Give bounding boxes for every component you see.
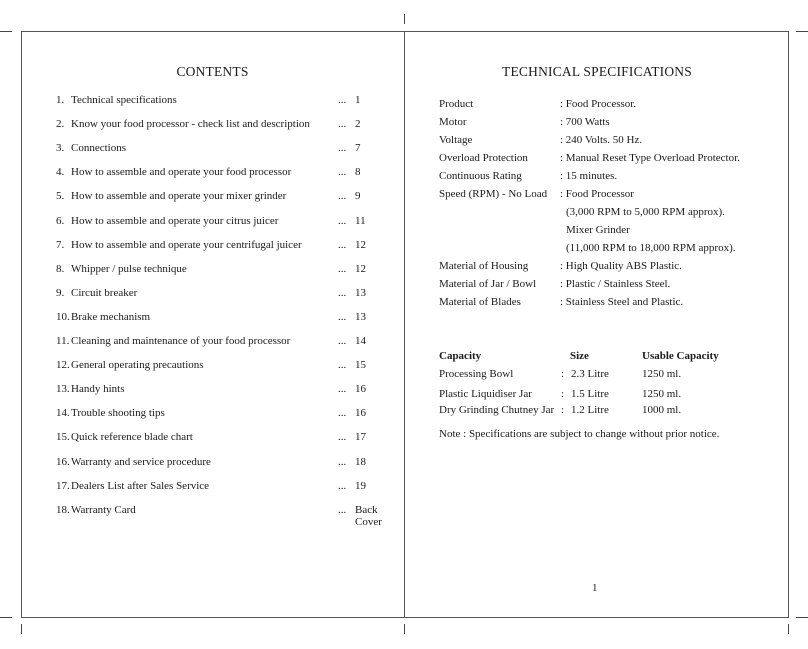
capacity-size: 2.3 Litre [571,368,609,380]
crop-mark [788,624,789,634]
capacity-item: Dry Grinding Chutney Jar [439,404,555,416]
crop-mark [404,14,405,24]
toc-item-page [355,263,366,275]
toc-item-number: 14. [56,407,70,419]
toc-item [56,407,386,423]
toc-leader: ... [338,456,347,468]
capacity-colon: : [561,404,565,416]
toc-item-number: 18. [56,504,70,516]
toc-item [56,94,386,110]
toc-item-title: Quick reference blade chart [71,431,193,443]
toc-item [56,335,386,351]
capacity-size: 1.5 Litre [571,388,609,400]
spec-row [439,296,769,312]
toc-page-text: Back [355,504,378,516]
toc-item-number: 11. [56,335,70,347]
toc-item [56,118,386,134]
toc-item-title: Connections [71,142,126,154]
capacity-usable: 1250 ml. [642,368,682,380]
toc-page-text: 13 [355,311,366,323]
toc-item-title: How to assemble and operate your centrifugal juicer [71,239,302,251]
capacity-colon: : [561,388,565,400]
toc-item-number: 4. [56,166,65,178]
toc-item [56,311,386,327]
toc-item-title: Circuit breaker [71,287,138,299]
capacity-item: Processing Bowl [439,368,514,380]
toc-page-text: 2 [355,118,361,130]
toc-page-text: 16 [355,407,366,419]
crop-mark [0,617,12,618]
capacity-row [439,368,759,384]
toc-item-number: 3. [56,142,65,154]
toc-item-title: Know your food processor - check list and description [71,118,310,130]
toc-page-text: 7 [355,142,361,154]
spec-value: : Food Processor [560,188,634,200]
size-header: Size [570,350,589,362]
crop-mark [796,617,808,618]
toc-item-title: General operating precautions [71,359,204,371]
toc-item-number: 9. [56,287,65,299]
toc-page-text: 18 [355,456,366,468]
capacity-colon: : [561,368,565,380]
spec-value: : 15 minutes. [560,170,618,182]
toc-item-page [355,215,366,227]
spec-row [439,98,769,114]
toc-item-number: 15. [56,431,70,443]
spec-value: : Stainless Steel and Plastic. [560,296,684,308]
toc-item-page [355,335,366,347]
speed-detail: (3,000 RPM to 5,000 RPM approx). [566,206,725,218]
toc-item-title: Dealers List after Sales Service [71,480,210,492]
toc-item-number: 13. [56,383,70,395]
capacity-size: 1.2 Litre [571,404,609,416]
toc-item-number: 10. [56,311,70,323]
toc-page-text: 15 [355,359,366,371]
spec-row [439,188,769,204]
toc-leader: ... [338,407,347,419]
toc-item-page [355,431,366,443]
toc-item-number: 17. [56,480,70,492]
spec-row [439,260,769,276]
toc-item [56,359,386,375]
toc-item-title: Trouble shooting tips [71,407,165,419]
toc-item-page [355,142,361,154]
toc-item-number: 6. [56,215,65,227]
spec-row [439,134,769,150]
toc-leader: ... [338,118,347,130]
spec-label: Material of Blades [439,296,521,308]
toc-item-page [355,287,366,299]
toc-leader: ... [338,359,347,371]
toc-item [56,166,386,182]
toc-item-title: Technical specifications [71,94,177,106]
spec-row [439,116,769,132]
spec-value: : Plastic / Stainless Steel. [560,278,671,290]
capacity-usable: 1250 ml. [642,388,682,400]
capacity-usable: 1000 ml. [642,404,682,416]
specs-heading: TECHNICAL SPECIFICATIONS [502,64,692,79]
toc-leader: ... [338,504,347,516]
toc-leader: ... [338,383,347,395]
toc-leader: ... [338,480,347,492]
page-divider [404,31,405,618]
toc-item-page [355,190,361,202]
toc-leader: ... [338,215,347,227]
contents-heading: CONTENTS [176,64,249,79]
toc-leader: ... [338,239,347,251]
toc-item [56,190,386,206]
toc-leader: ... [338,287,347,299]
toc-leader: ... [338,142,347,154]
toc-item-title: Handy hints [71,383,125,395]
spec-label: Material of Jar / Bowl [439,278,537,290]
toc-item-number: 1. [56,94,65,106]
spec-value: : 700 Watts [560,116,610,128]
toc-leader: ... [338,263,347,275]
toc-item [56,480,386,496]
toc-page-text: 11 [355,215,366,227]
toc-page-text: 12 [355,239,366,251]
toc-item-title: Warranty and service procedure [71,456,211,468]
toc-item-page [355,118,361,130]
spec-value: : 240 Volts. 50 Hz. [560,134,643,146]
capacity-row [439,404,759,420]
toc-item-number: 8. [56,263,65,275]
capacity-item: Plastic Liquidiser Jar [439,388,532,400]
toc-page-text: 13 [355,287,366,299]
toc-leader: ... [338,335,347,347]
toc-item-title: Warranty Card [71,504,136,516]
toc-leader: ... [338,190,347,202]
toc-page-text: Cover [355,516,382,528]
spec-label: Voltage [439,134,473,146]
crop-mark [21,624,22,634]
toc-item [56,215,386,231]
spec-label: Speed (RPM) - No Load [439,188,548,200]
toc-item-title: How to assemble and operate your citrus juicer [71,215,279,227]
toc-item-number: 12. [56,359,70,371]
toc-item [56,239,386,255]
toc-item [56,456,386,472]
toc-item-number: 16. [56,456,70,468]
toc-item-number: 7. [56,239,65,251]
capacity-header: Capacity [439,350,482,362]
toc-item [56,383,386,399]
toc-item-title: How to assemble and operate your mixer grinder [71,190,287,202]
toc-item [56,431,386,447]
toc-page-text: 16 [355,383,366,395]
toc-page-text: 12 [355,263,366,275]
toc-page-text: 19 [355,480,366,492]
toc-item-page [355,456,366,468]
spec-label: Product [439,98,474,110]
crop-mark [796,31,808,32]
toc-item [56,504,386,528]
toc-item-title: Whipper / pulse technique [71,263,187,275]
toc-item [56,142,386,158]
spec-value: : Food Processor. [560,98,637,110]
specs-note: Note : Specifications are subject to change without prior notice. [439,428,720,440]
toc-page-text: 8 [355,166,361,178]
toc-page-text: 14 [355,335,366,347]
toc-item-title: How to assemble and operate your food processor [71,166,292,178]
toc-item-page [355,504,382,528]
toc-item [56,263,386,279]
spec-row [439,170,769,186]
spec-row [439,152,769,168]
toc-item-page [355,480,366,492]
usable-capacity-header: Usable Capacity [642,350,719,362]
spec-value: : Manual Reset Type Overload Protector. [560,152,740,164]
page-number: 1 [592,582,598,594]
toc-item-page [355,407,366,419]
capacity-row [439,388,759,404]
spec-label: Material of Housing [439,260,529,272]
spec-row [439,278,769,294]
toc-leader: ... [338,431,347,443]
toc-item-page [355,311,366,323]
toc-leader: ... [338,94,347,106]
toc-page-text: 17 [355,431,366,443]
toc-item-page [355,383,366,395]
spec-label: Overload Protection [439,152,528,164]
toc-item-title: Cleaning and maintenance of your food processor [71,335,291,347]
toc-page-text: 9 [355,190,361,202]
toc-leader: ... [338,166,347,178]
toc-item-number: 2. [56,118,65,130]
toc-item-page [355,239,366,251]
speed-detail: Mixer Grinder [566,224,630,236]
spec-label: Continuous Rating [439,170,522,182]
spec-label: Motor [439,116,467,128]
toc-item-page [355,359,366,371]
toc-item-page [355,94,361,106]
toc-page-text: 1 [355,94,361,106]
spec-value: : High Quality ABS Plastic. [560,260,682,272]
speed-detail: (11,000 RPM to 18,000 RPM approx). [566,242,736,254]
toc-item-title: Brake mechanism [71,311,151,323]
toc-item-number: 5. [56,190,65,202]
crop-mark [404,624,405,634]
toc-item [56,287,386,303]
toc-leader: ... [338,311,347,323]
toc-item-page [355,166,361,178]
crop-mark [0,31,12,32]
